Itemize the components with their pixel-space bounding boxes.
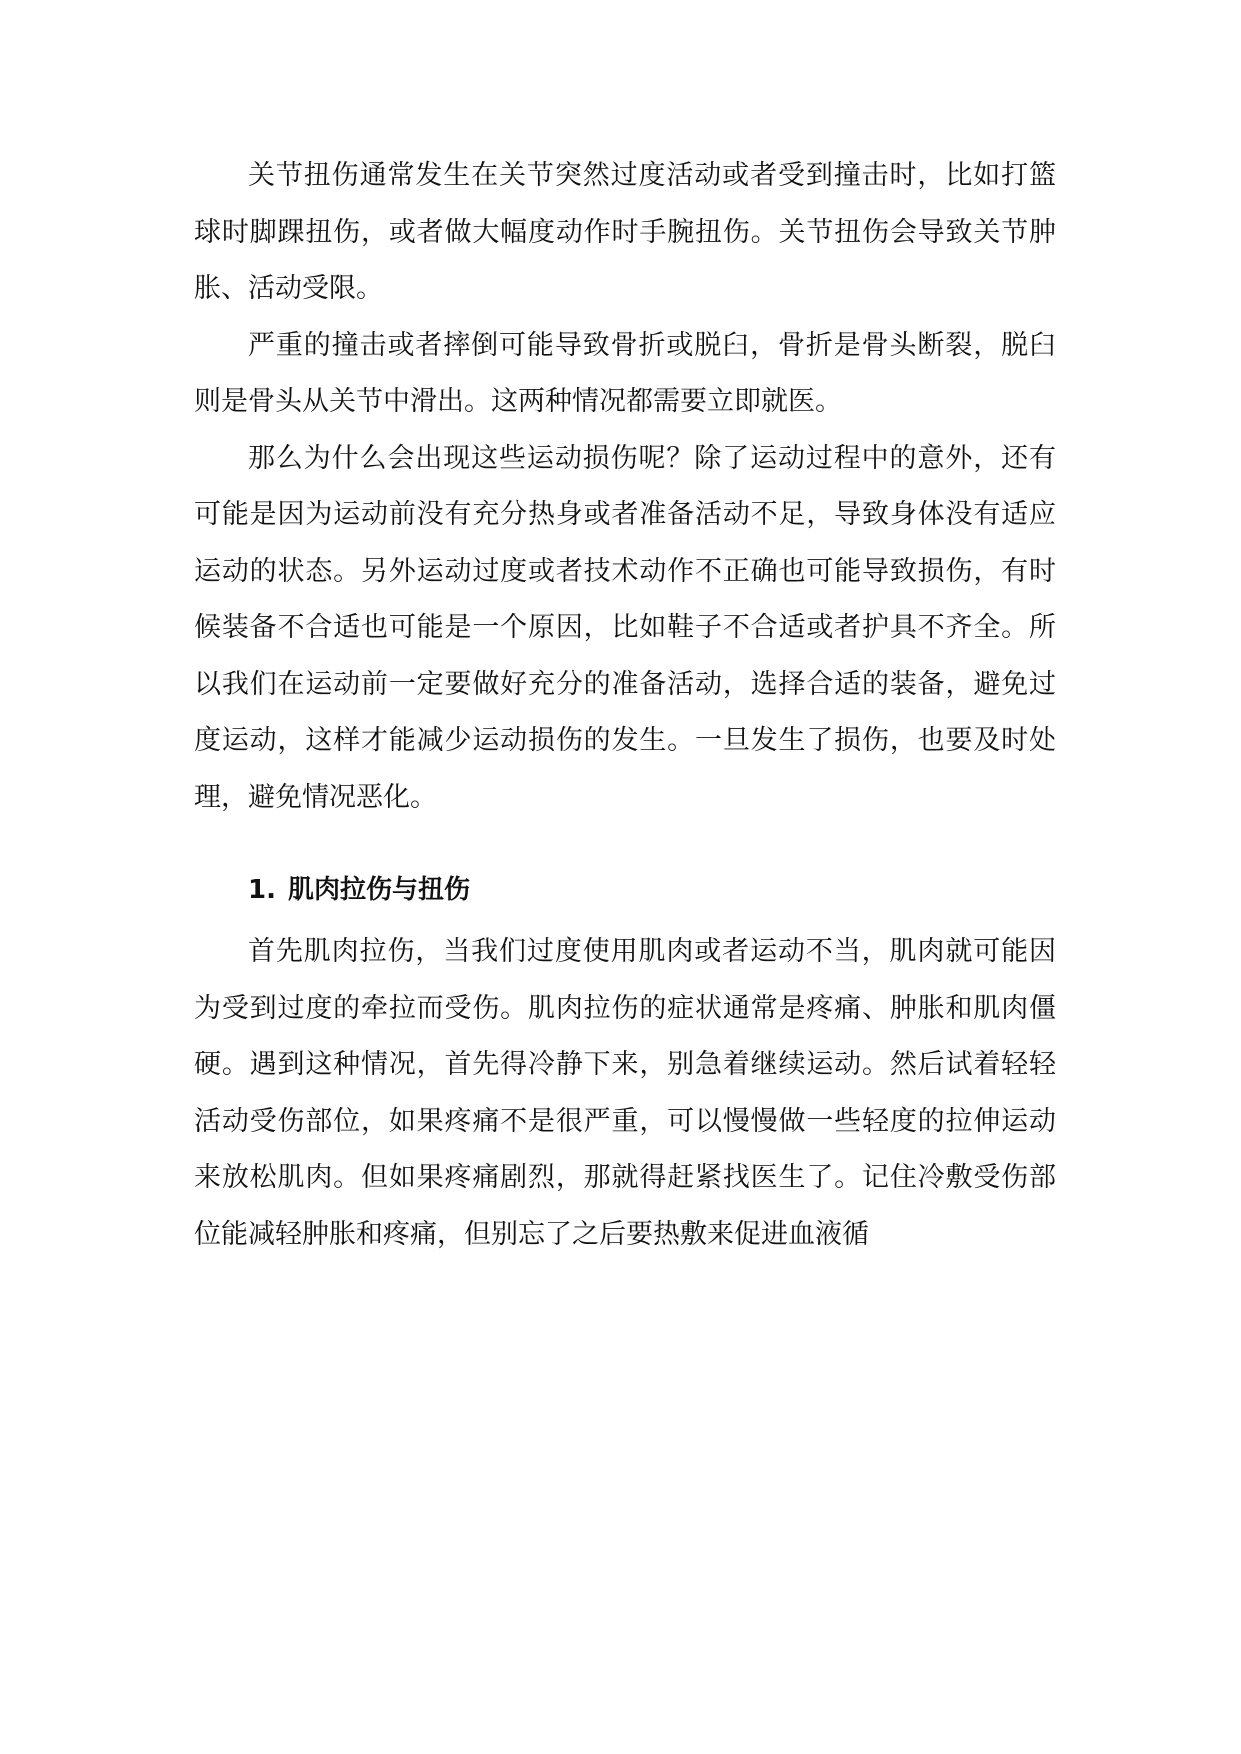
section-title: 肌肉拉伤与扭伤 bbox=[288, 875, 471, 905]
paragraph-injury-causes: 那么为什么会出现这些运动损伤呢？除了运动过程中的意外，还有可能是因为运动前没有充分热身或者准备活动不足，导致身体没有适应运动的状态。另外运动过度或者技术动作不正确也可能导致损伤，有时候装备不合适也可能是一个原因，比如鞋子不合适或者护具不齐全。所以我们在运动前一定要做好充分的准备活动，选择合适的装备，避免过度运动，这样才能减少运动损伤的发生。一旦发生了损伤，也要及时处理，避免情况恶化。 bbox=[194, 442, 1056, 813]
document-body bbox=[194, 148, 1056, 1263]
paragraph-fracture-dislocation: 严重的撞击或者摔倒可能导致骨折或脱臼，骨折是骨头断裂，脱臼则是骨头从关节中滑出。这两种情况都需要立即就医。 bbox=[194, 329, 1056, 417]
section-number: 1. bbox=[248, 875, 276, 905]
section-heading bbox=[194, 862, 1056, 918]
paragraph-muscle-strain: 首先肌肉拉伤，当我们过度使用肌肉或者运动不当，肌肉就可能因为受到过度的牵拉而受伤。肌肉拉伤的症状通常是疼痛、肿胀和肌肉僵硬。遇到这种情况，首先得冷静下来，别急着继续运动。然后试着轻轻活动受伤部位，如果疼痛不是很严重，可以慢慢做一些轻度的拉伸运动来放松肌肉。但如果疼痛剧烈，那就得赶紧找医生了。记住冷敷受伤部位能减轻肿胀和疼痛，但别忘了之后要热敷来促进血液循 bbox=[194, 936, 1056, 1250]
paragraph-joint-sprain: 关节扭伤通常发生在关节突然过度活动或者受到撞击时，比如打篮球时脚踝扭伤，或者做大幅度动作时手腕扭伤。关节扭伤会导致关节肿胀、活动受限。 bbox=[194, 160, 1056, 304]
